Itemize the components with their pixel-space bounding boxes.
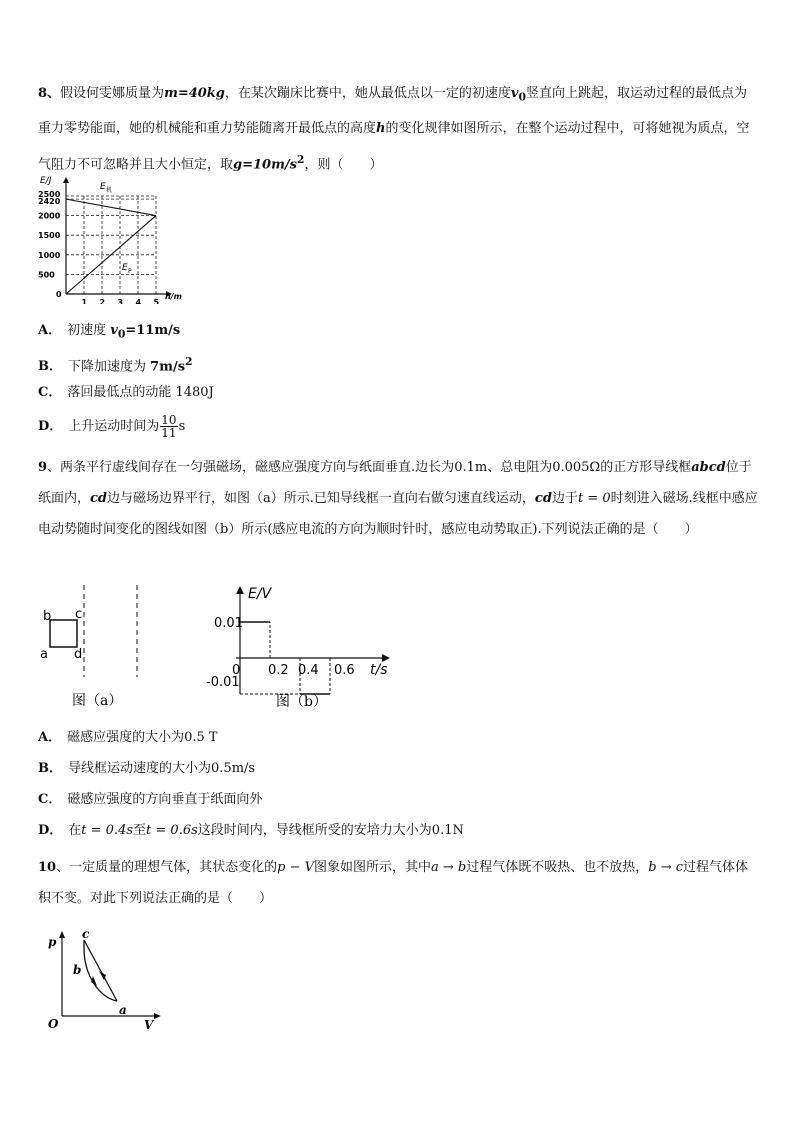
q8-stem: 8、假设何雯娜质量为m=40kg，在某次蹦床比赛中，她从最低点以一定的初速度$v_0$竖直向上跳起，取运动过程的最低点为重力零势能面，她的机械能和重力势能随离开最低点的高度h的变化规律如图所示，在整个运动过程中，可将她视为质点，空气阻力不可忽略并且大小恒定，取$g=10m/s^2$，则（ ） [38, 86, 750, 172]
tick-e-neg: -0.01 [206, 675, 240, 690]
tick-t2: 0.4 [298, 663, 319, 678]
q9-option-c[interactable]: C． 磁感应强度的方向垂直于纸面向外 [38, 792, 263, 807]
origin-o: O [48, 1017, 59, 1031]
q8-option-c[interactable]: C． 落回最低点的动能 1480J [38, 385, 214, 400]
v-axis-arrow [154, 1013, 161, 1019]
q8-mass: m=40kg [164, 86, 225, 101]
p-label: p [48, 935, 57, 949]
q8-option-a[interactable]: A． 初速度 $v_0=11m/s$ [38, 323, 181, 341]
e-axis-label: E/V [248, 586, 272, 602]
x-tick-5: 5 [153, 298, 160, 304]
q10-number: 10 [38, 860, 57, 875]
q8-number: 8、 [38, 86, 61, 101]
figure-b-caption: 图（b） [276, 694, 327, 710]
fraction: $\frac{10}{11}$ [161, 413, 177, 440]
chart-axes [40, 176, 182, 301]
series-line-0 [66, 199, 156, 215]
q9-figure-a [36, 585, 156, 715]
q9-option-b[interactable]: B． 导线框运动速度的大小为0.5m/s [38, 761, 256, 776]
chart-ticks [38, 190, 160, 304]
q10-pv-diagram [42, 928, 164, 1032]
q9-figure-b [200, 582, 400, 716]
y-axis-arrow [63, 177, 69, 183]
y-tick-2000: 2000 [38, 211, 61, 221]
series-label-sub-1: P [128, 268, 132, 275]
t-axis-arrow [382, 654, 390, 662]
p-axis-arrow [59, 931, 65, 938]
series-label-1: E [122, 263, 128, 273]
origin-label: 0 [232, 663, 241, 678]
tick-t1: 0.2 [268, 663, 289, 678]
x-tick-1: 1 [81, 298, 88, 304]
q9-option-a[interactable]: A． 磁感应强度的大小为0.5 T [38, 730, 218, 745]
x-axis-label: h/m [165, 292, 182, 301]
chart-grid [66, 196, 156, 294]
series-label-sub-0: 机 [106, 187, 113, 194]
x-tick-2: 2 [99, 298, 106, 304]
q8-option-b[interactable]: B． 下降加速度为 $7m/s^2$ [38, 355, 193, 375]
figure-a-caption: 图（a） [72, 693, 123, 709]
e-axis-arrow [236, 586, 244, 594]
x-tick-3: 3 [117, 298, 124, 304]
tick-e-pos: 0.01 [214, 616, 243, 631]
q10-stem: 10、一定质量的理想气体，其状态变化的p − V图象如图所示，其中a → b过程气体既不吸热、也不放热，b → c过程气体体积不变。对此下列说法正确的是（ ） [38, 860, 749, 906]
tick-t3: 0.6 [334, 663, 355, 678]
energy-height-chart [38, 172, 198, 304]
state-a: a [119, 1003, 127, 1017]
y-tick-1500: 1500 [38, 231, 61, 241]
y-tick-2420: 2420 [38, 197, 61, 207]
q8-option-d[interactable]: D． 上升运动时间为 $\frac{10}{11}$ s [38, 413, 186, 440]
vertex-c: c [75, 607, 83, 622]
origin-label: 0 [56, 290, 62, 299]
q9-stem: 9、两条平行虚线间存在一匀强磁场，磁感应强度方向与纸面垂直.边长为0.1m、总电阻为0.005Ω的正方形导线框abcd位于纸面内，cd边与磁场边界平行，如图（a）所示.已知导线框一直向右做匀速直线运动，cd边于t = 0时刻进入磁场.线框中感应电动势随时间变化的图线如图（b）所示(感应电流的方向为顺时针时，感应电动势取正).下列说法正确的是（ ） [38, 460, 758, 537]
v-label: V [144, 1018, 154, 1032]
wire-frame [50, 620, 77, 647]
vertex-a: a [40, 647, 48, 662]
x-tick-4: 4 [135, 298, 142, 304]
vertex-b: b [43, 609, 52, 624]
q9-number: 9 [38, 460, 48, 475]
state-b: b [73, 963, 82, 977]
t-axis-label: t/s [370, 662, 388, 678]
y-tick-2500: 2500 [38, 190, 61, 199]
vertex-d: d [74, 647, 83, 662]
y-tick-500: 500 [38, 270, 55, 280]
y-tick-1000: 1000 [38, 250, 61, 260]
series-label-0: E [100, 182, 106, 192]
y-axis-label: E/J [40, 176, 52, 186]
state-c: c [82, 928, 90, 941]
q9-option-d[interactable]: D． 在t = 0.4s至t = 0.6s这段时间内，导线框所受的安培力大小为0.1N [38, 823, 464, 838]
